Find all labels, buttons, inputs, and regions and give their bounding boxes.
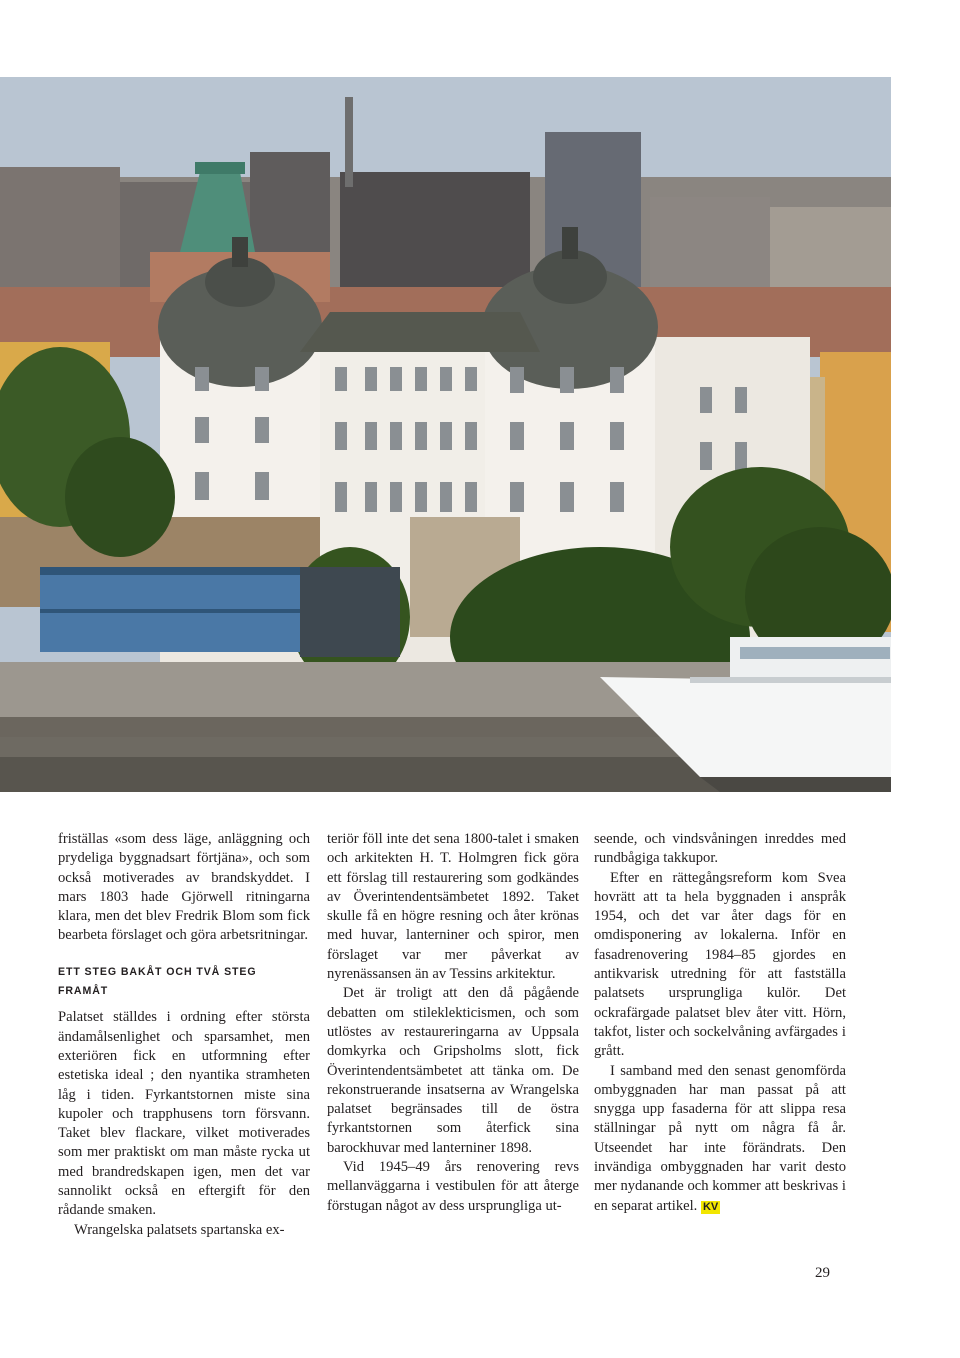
paragraph: friställas «som dess läge, anläggning och prydeliga byggnadsart förtjäna», och som också motiverades av brandskyddet. I mars 1803 hade Gjörwell ritningarna klara, men det blev Fredrik Blom som fick bearbeta förslaget och göra arbetsritningar. [58, 831, 310, 944]
section-subheading: ETT STEG BAKÅT OCH TVÅ STEG FRAMÅT [58, 965, 257, 998]
paragraph: Vid 1945–49 års renovering revs mellanväggarna i vestibulen för att återge förstugan något av dess ursprungliga ut- [327, 1159, 579, 1214]
paragraph: Efter en rättegångsreform kom Svea hovrätt att ta hela byggnaden i anspråk 1954, och det var åter dags för en omdisponering av lokalerna. Inför en fasadrenovering 1984–85 gjordes en antikvarisk utredning för att fastställa palatsets ursprungliga kulör. Det ockrafärgade palatset blev åter vitt. Hörn, takfot, lister och sockelvåning avfärgades i grått. [594, 869, 846, 1060]
paragraph: seende, och vindsvåningen inreddes med rundbågiga takkupor. [594, 831, 846, 867]
paragraph: teriör föll inte det sena 1800-talet i smaken och arkitekten H. T. Holmgren fick göra ett förslag till restaurering som godkändes av Överintendentsämbetet 1892. Taket skulle få en högre resning och åter krönas med huvar, lanterniner och spiror, men förslaget var mer påverkat av nyrenässansen än av Tessins arkitektur. [327, 831, 579, 983]
paragraph: Wrangelska palatsets spartanska ex- [74, 1221, 285, 1238]
text-column-2 [327, 830, 579, 1216]
text-column-3 [594, 830, 846, 1216]
paragraph [594, 1062, 846, 1216]
author-signature: KV [702, 1200, 719, 1213]
photograph [0, 77, 891, 792]
paragraph: Det är troligt att den då pågående debatten om stileklekticismen, och som utlöstes av restaureringarna av Uppsala domkyrka och Gripsholms slott, fick Överintendentsämbetet att tänka om. De rekonstruerande insatserna av Wrangelska palatset begränsades till de östra fyrkantstornen som återfick sina barockhuvar med lanterniner 1898. [327, 985, 579, 1156]
paragraph-text: I samband med den senast genomförda ombyggnaden har man passat på att snygga upp fasaderna för att slippa resa ställningar på nytt om några få år. Utseendet har inte förändrats. Den invändiga ombyggnaden har varit desto mer nydanande och kommer att beskrivas i en separat artikel. [594, 1062, 846, 1214]
paragraph: Palatset ställdes i ordning efter största ändamålsenlighet och sparsamhet, men exteriören fick en utformning efter estetiska ideal ; den nyantika stramheten låg i tiden. Fyrkantstornen miste sina kupoler och trapphusens torn försvann. Taket blev flackare, vilket motiverades som mer praktiskt om man måste rycka ut med brandredskapen igen, men det var sannolikt också en eftergift för den rådande smaken. [58, 1009, 310, 1219]
text-column-1 [58, 830, 310, 1240]
page-number: 29 [815, 1265, 830, 1281]
